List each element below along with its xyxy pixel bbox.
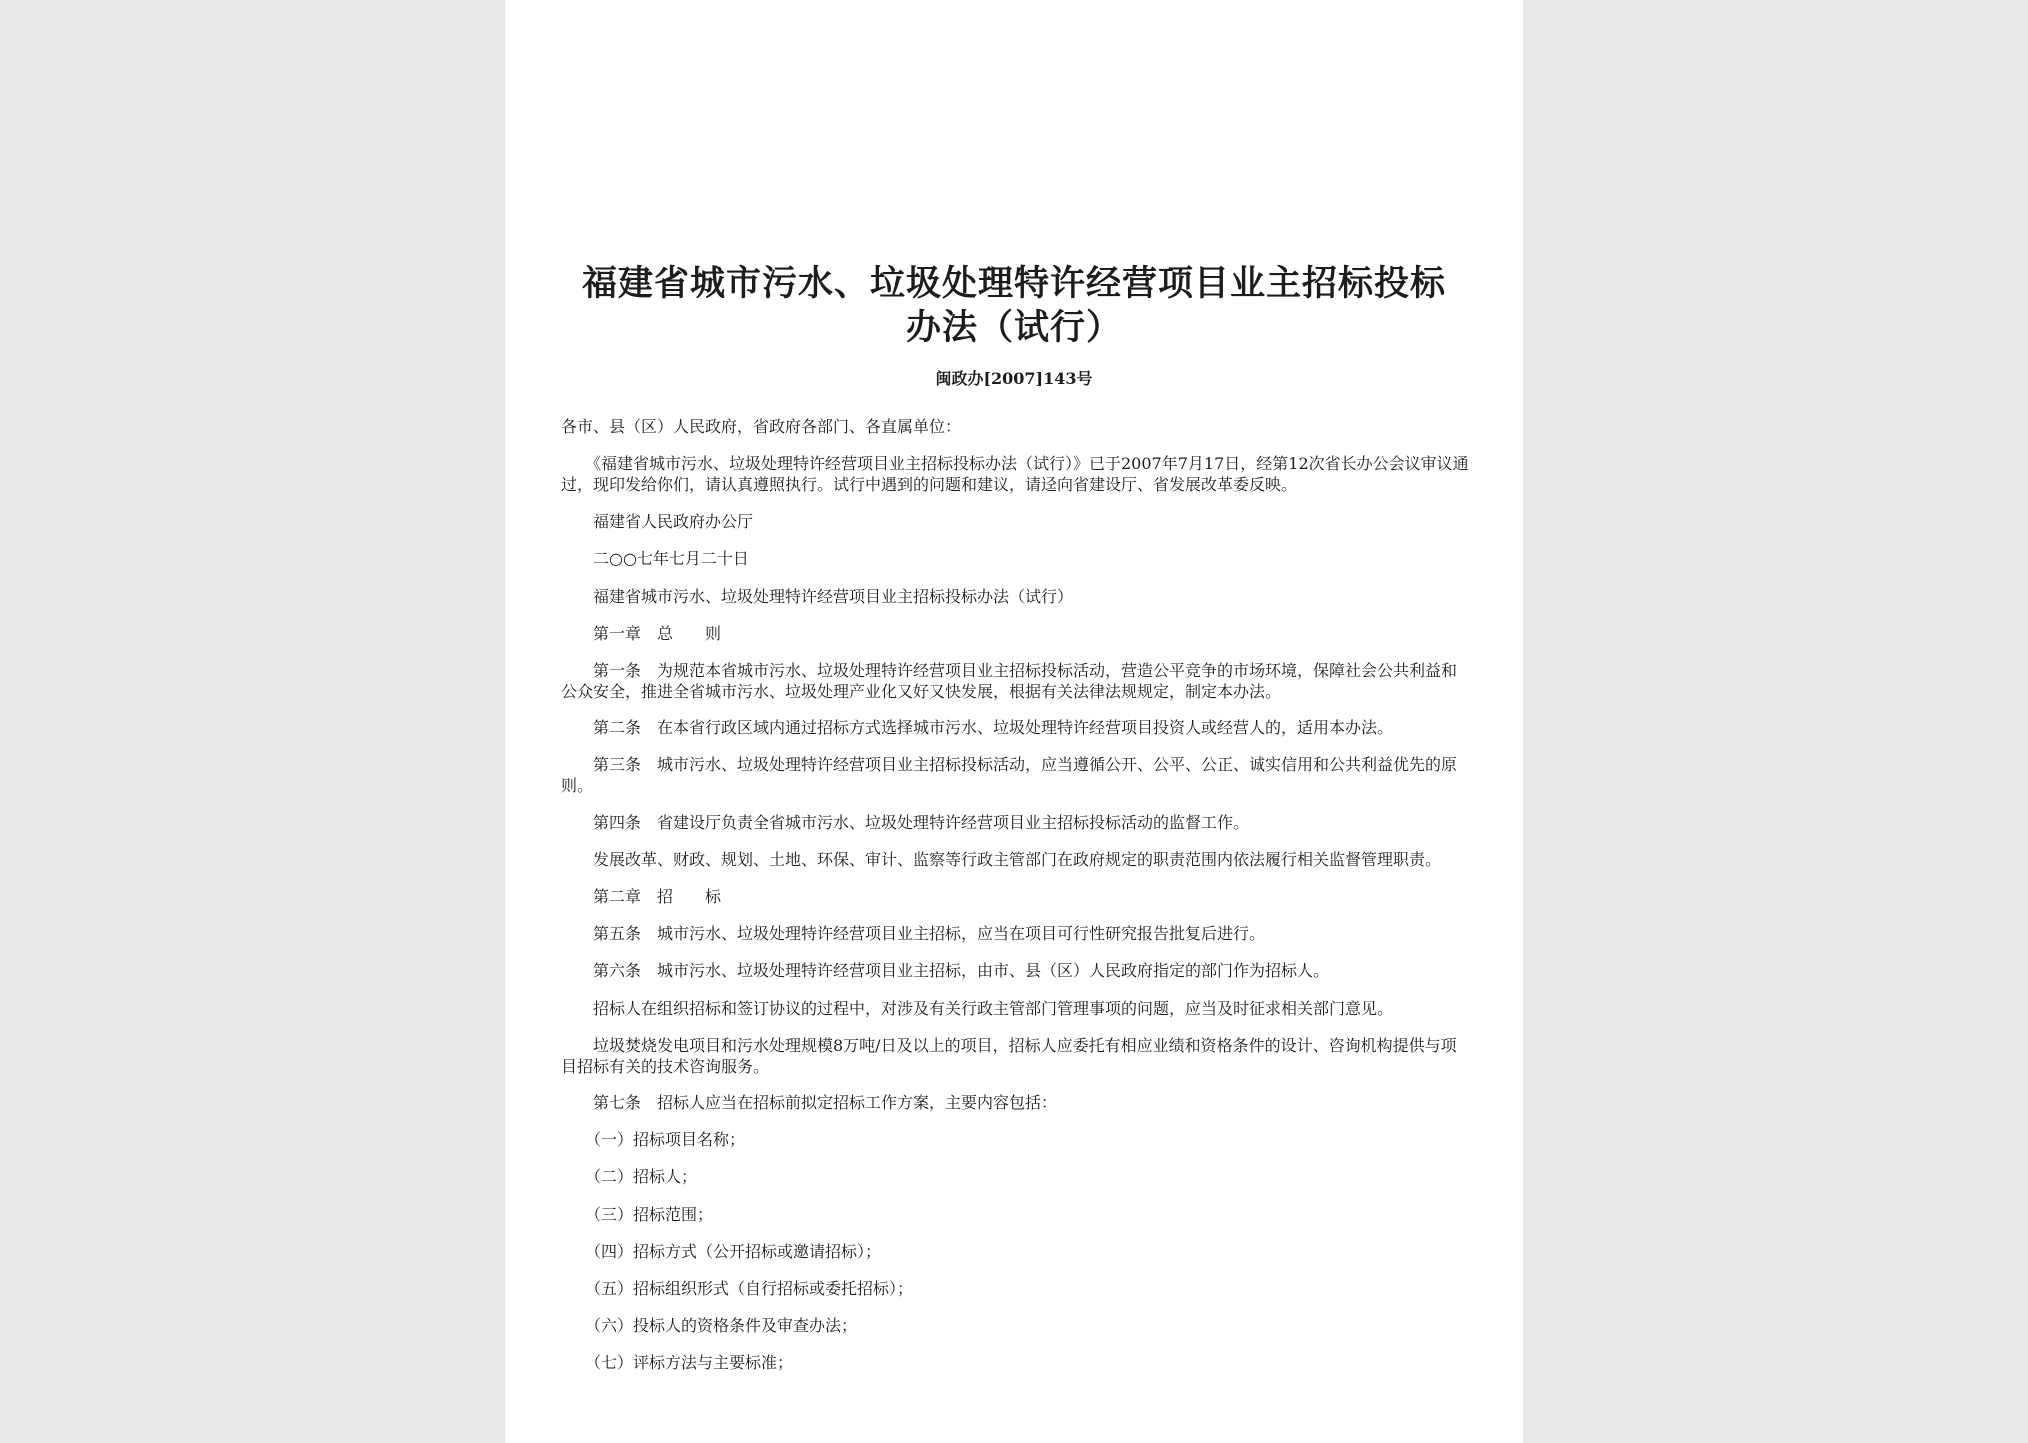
article-6-paragraph-2: 招标人在组织招标和签订协议的过程中，对涉及有关行政主管部门管理事项的问题，应当及时征求相关部门意见。 <box>561 999 1394 1018</box>
article-4-paragraph-2: 发展改革、财政、规划、土地、环保、审计、监察等行政主管部门在政府规定的职责范围内依法履行相关监督管理职责。 <box>561 850 1442 869</box>
list-item: （六）投标人的资格条件及审查办法； <box>561 1316 858 1335</box>
article-4: 第四条 省建设厅负责全省城市污水、垃圾处理特许经营项目业主招标投标活动的监督工作。 <box>561 813 1250 832</box>
article-1: 第一条 为规范本省城市污水、垃圾处理特许经营项目业主招标投标活动，营造公平竞争的市场环境，保障社会公共利益和公众安全，推进全省城市污水、垃圾处理产业化又好又快发展，根据有关法律法规规定，制定本办法。 <box>561 661 1458 701</box>
article-7: 第七条 招标人应当在招标前拟定招标工作方案，主要内容包括： <box>561 1093 1058 1112</box>
chapter-1-heading: 第一章 总 则 <box>561 624 722 643</box>
paragraph-subtitle: 福建省城市污水、垃圾处理特许经营项目业主招标投标办法（试行） <box>561 587 1074 606</box>
list-item: （七）评标方法与主要标准； <box>561 1353 794 1372</box>
document-title <box>505 262 1523 350</box>
article-2: 第二条 在本省行政区域内通过招标方式选择城市污水、垃圾处理特许经营项目投资人或经营人的，适用本办法。 <box>561 718 1394 737</box>
title-line-1: 福建省城市污水、垃圾处理特许经营项目业主招标投标 <box>581 264 1446 304</box>
article-3: 第三条 城市污水、垃圾处理特许经营项目业主招标投标活动，应当遵循公开、公平、公正、诚实信用和公共利益优先的原则。 <box>561 755 1458 795</box>
article-6-paragraph-3: 垃圾焚烧发电项目和污水处理规模8万吨/日及以上的项目，招标人应委托有相应业绩和资格条件的设计、咨询机构提供与项目招标有关的技术咨询服务。 <box>561 1036 1457 1076</box>
list-item: （五）招标组织形式（自行招标或委托招标）； <box>561 1279 914 1298</box>
list-item: （二）招标人； <box>561 1167 698 1186</box>
document-number: 闽政办[2007]143号 <box>935 369 1093 388</box>
document-page <box>505 0 1523 1443</box>
paragraph-addressee: 各市、县（区）人民政府，省政府各部门、各直属单位： <box>561 417 962 436</box>
title-line-2: 办法（试行） <box>905 308 1122 348</box>
paragraph-issuer: 福建省人民政府办公厅 <box>561 512 754 531</box>
article-5: 第五条 城市污水、垃圾处理特许经营项目业主招标，应当在项目可行性研究报告批复后进行。 <box>561 924 1266 943</box>
list-item: （三）招标范围； <box>561 1205 714 1224</box>
chapter-2-heading: 第二章 招 标 <box>561 887 722 906</box>
list-item: （一）招标项目名称； <box>561 1130 746 1149</box>
article-6: 第六条 城市污水、垃圾处理特许经营项目业主招标，由市、县（区）人民政府指定的部门作为招标人。 <box>561 961 1330 980</box>
list-item: （四）招标方式（公开招标或邀请招标）； <box>561 1242 882 1261</box>
paragraph-date: 二○○七年七月二十日 <box>561 549 749 568</box>
paragraph-notice: 《福建省城市污水、垃圾处理特许经营项目业主招标投标办法（试行）》已于2007年7月17日，经第12次省长办公会议审议通过，现印发给你们，请认真遵照执行。试行中遇到的问题和建议，请迳向省建设厅、省发展改革委反映。 <box>561 454 1469 494</box>
